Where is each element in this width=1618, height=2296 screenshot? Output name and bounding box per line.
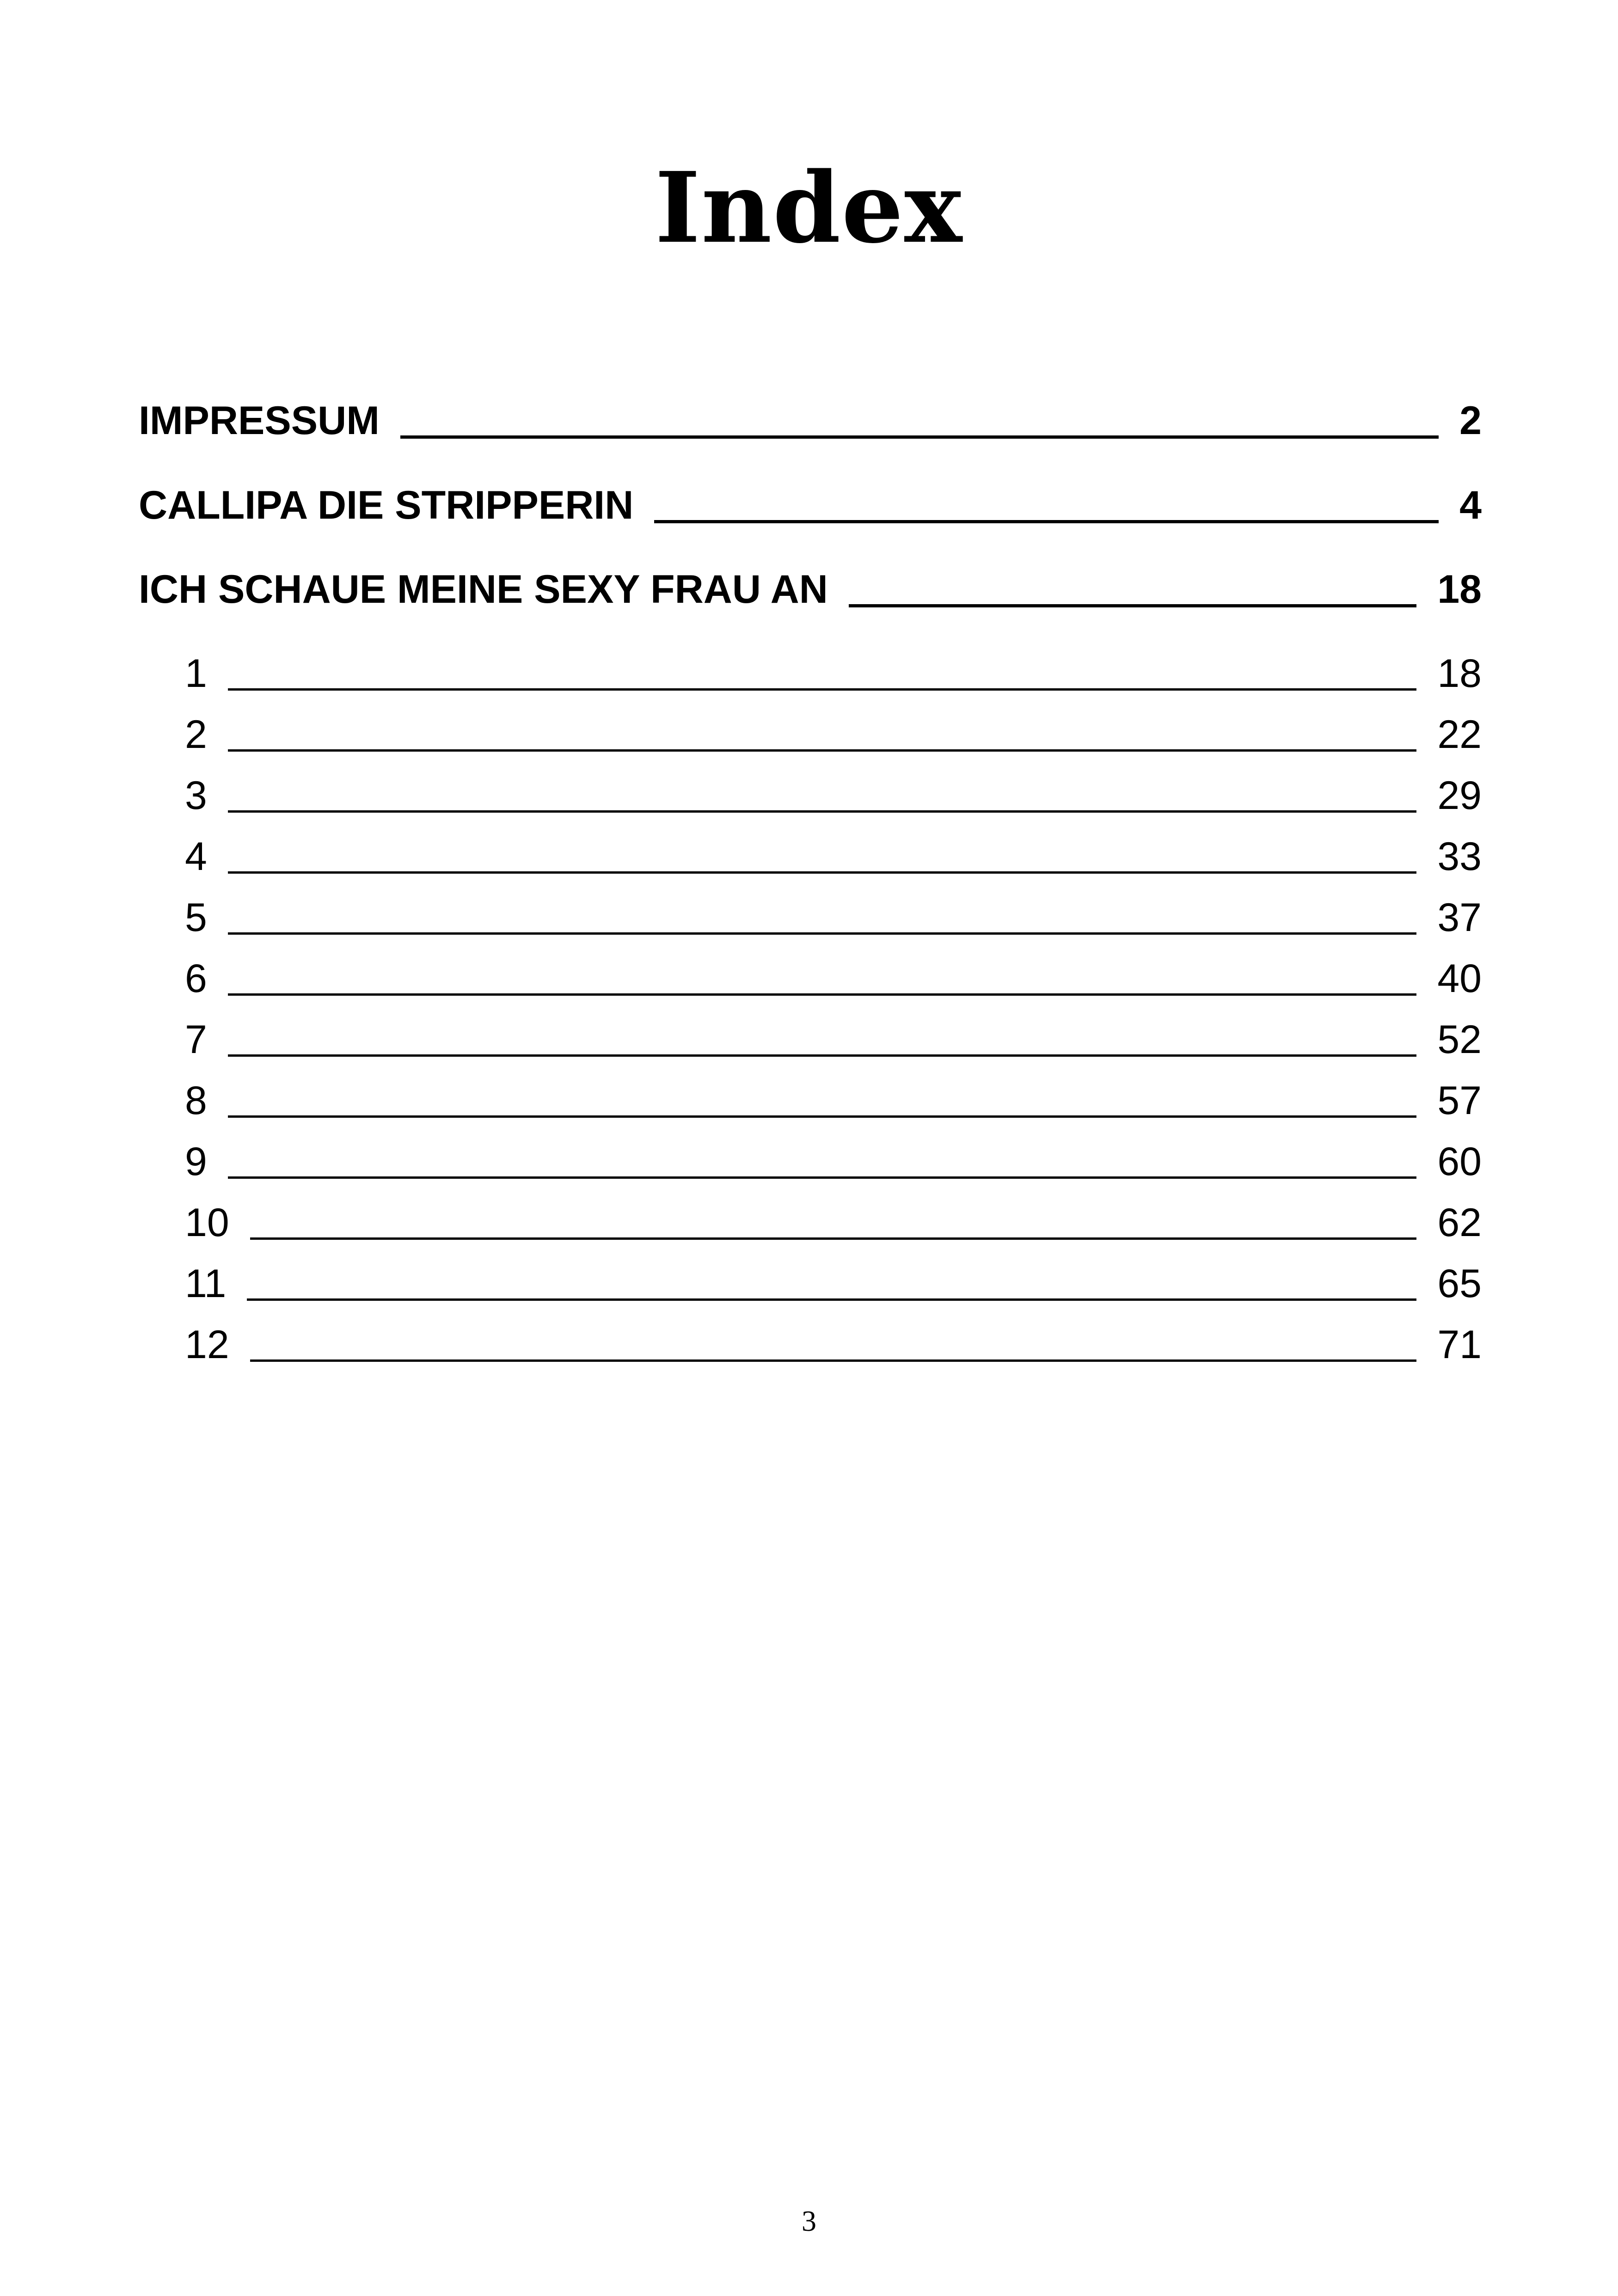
toc-leader-line xyxy=(228,688,1416,691)
toc-leader-line xyxy=(654,520,1439,523)
toc-entry-page: 18 xyxy=(1437,651,1482,696)
toc-leader-line xyxy=(250,1359,1417,1362)
toc-entry-page: 4 xyxy=(1459,483,1482,527)
toc-entry-label: 5 xyxy=(185,895,207,940)
toc-entry-chapter-2[interactable] xyxy=(185,709,1482,760)
toc-entry-chapter-6[interactable] xyxy=(185,953,1482,1004)
toc-entry-chapter-11[interactable] xyxy=(185,1258,1482,1309)
toc-entry-label: 10 xyxy=(185,1200,229,1245)
toc-leader-line xyxy=(400,435,1439,439)
toc-leader-line xyxy=(228,1115,1416,1118)
toc-leader-line xyxy=(250,1237,1417,1240)
toc-entry-page: 40 xyxy=(1437,956,1482,1001)
toc-entry-chapter-4[interactable] xyxy=(185,831,1482,882)
toc-entry-page: 57 xyxy=(1437,1078,1482,1123)
toc-entry-chapter-10[interactable] xyxy=(185,1197,1482,1248)
toc-leader-line xyxy=(247,1298,1416,1301)
toc-entry-label: IMPRESSUM xyxy=(139,398,380,443)
toc-entry-label: 1 xyxy=(185,651,207,696)
toc-entry-label: 8 xyxy=(185,1078,207,1123)
toc-entry-page: 60 xyxy=(1437,1139,1482,1184)
toc-entry-label: 7 xyxy=(185,1017,207,1062)
page-number: 3 xyxy=(802,2204,816,2237)
toc-entry-label: 2 xyxy=(185,712,207,757)
toc-leader-line xyxy=(228,749,1416,752)
toc-entry-chapter-12[interactable] xyxy=(185,1319,1482,1370)
toc-entry-page: 52 xyxy=(1437,1017,1482,1062)
toc-entry-page: 2 xyxy=(1459,398,1482,443)
toc-leader-line xyxy=(228,810,1416,813)
toc-entry-impressum[interactable] xyxy=(139,395,1482,446)
toc-entry-page: 22 xyxy=(1437,712,1482,757)
toc-entry-page: 37 xyxy=(1437,895,1482,940)
toc-leader-line xyxy=(228,1054,1416,1057)
toc-entry-label: 4 xyxy=(185,834,207,879)
toc-entry-ich-schaue-meine-sexy-frau-an[interactable] xyxy=(139,564,1482,615)
toc-entry-chapter-1[interactable] xyxy=(185,648,1482,699)
toc-entry-chapter-8[interactable] xyxy=(185,1075,1482,1126)
toc-entry-label: 3 xyxy=(185,773,207,818)
toc-entry-chapter-9[interactable] xyxy=(185,1136,1482,1187)
toc-entry-label: 9 xyxy=(185,1139,207,1184)
toc-entry-label: ICH SCHAUE MEINE SEXY FRAU AN xyxy=(139,567,828,612)
toc-entry-chapter-3[interactable] xyxy=(185,770,1482,821)
toc-entry-label: CALLIPA DIE STRIPPERIN xyxy=(139,483,634,527)
page-title: Index xyxy=(655,151,963,265)
toc-entry-chapter-5[interactable] xyxy=(185,892,1482,943)
toc-entry-page: 18 xyxy=(1437,567,1482,612)
toc-leader-line xyxy=(228,1176,1416,1179)
toc-entry-chapter-7[interactable] xyxy=(185,1014,1482,1065)
toc-entry-callipa-die-stripperin[interactable] xyxy=(139,480,1482,531)
toc-entry-page: 33 xyxy=(1437,834,1482,879)
toc-entry-page: 71 xyxy=(1437,1322,1482,1367)
toc-entry-label: 6 xyxy=(185,956,207,1001)
toc-leader-line xyxy=(849,604,1416,607)
toc-leader-line xyxy=(228,932,1416,935)
toc-entry-page: 29 xyxy=(1437,773,1482,818)
toc-leader-line xyxy=(228,993,1416,996)
toc-entry-label: 12 xyxy=(185,1322,229,1367)
toc-entry-page: 62 xyxy=(1437,1200,1482,1245)
toc-leader-line xyxy=(228,871,1416,874)
toc-entry-label: 11 xyxy=(185,1261,227,1306)
toc-entry-page: 65 xyxy=(1437,1261,1482,1306)
